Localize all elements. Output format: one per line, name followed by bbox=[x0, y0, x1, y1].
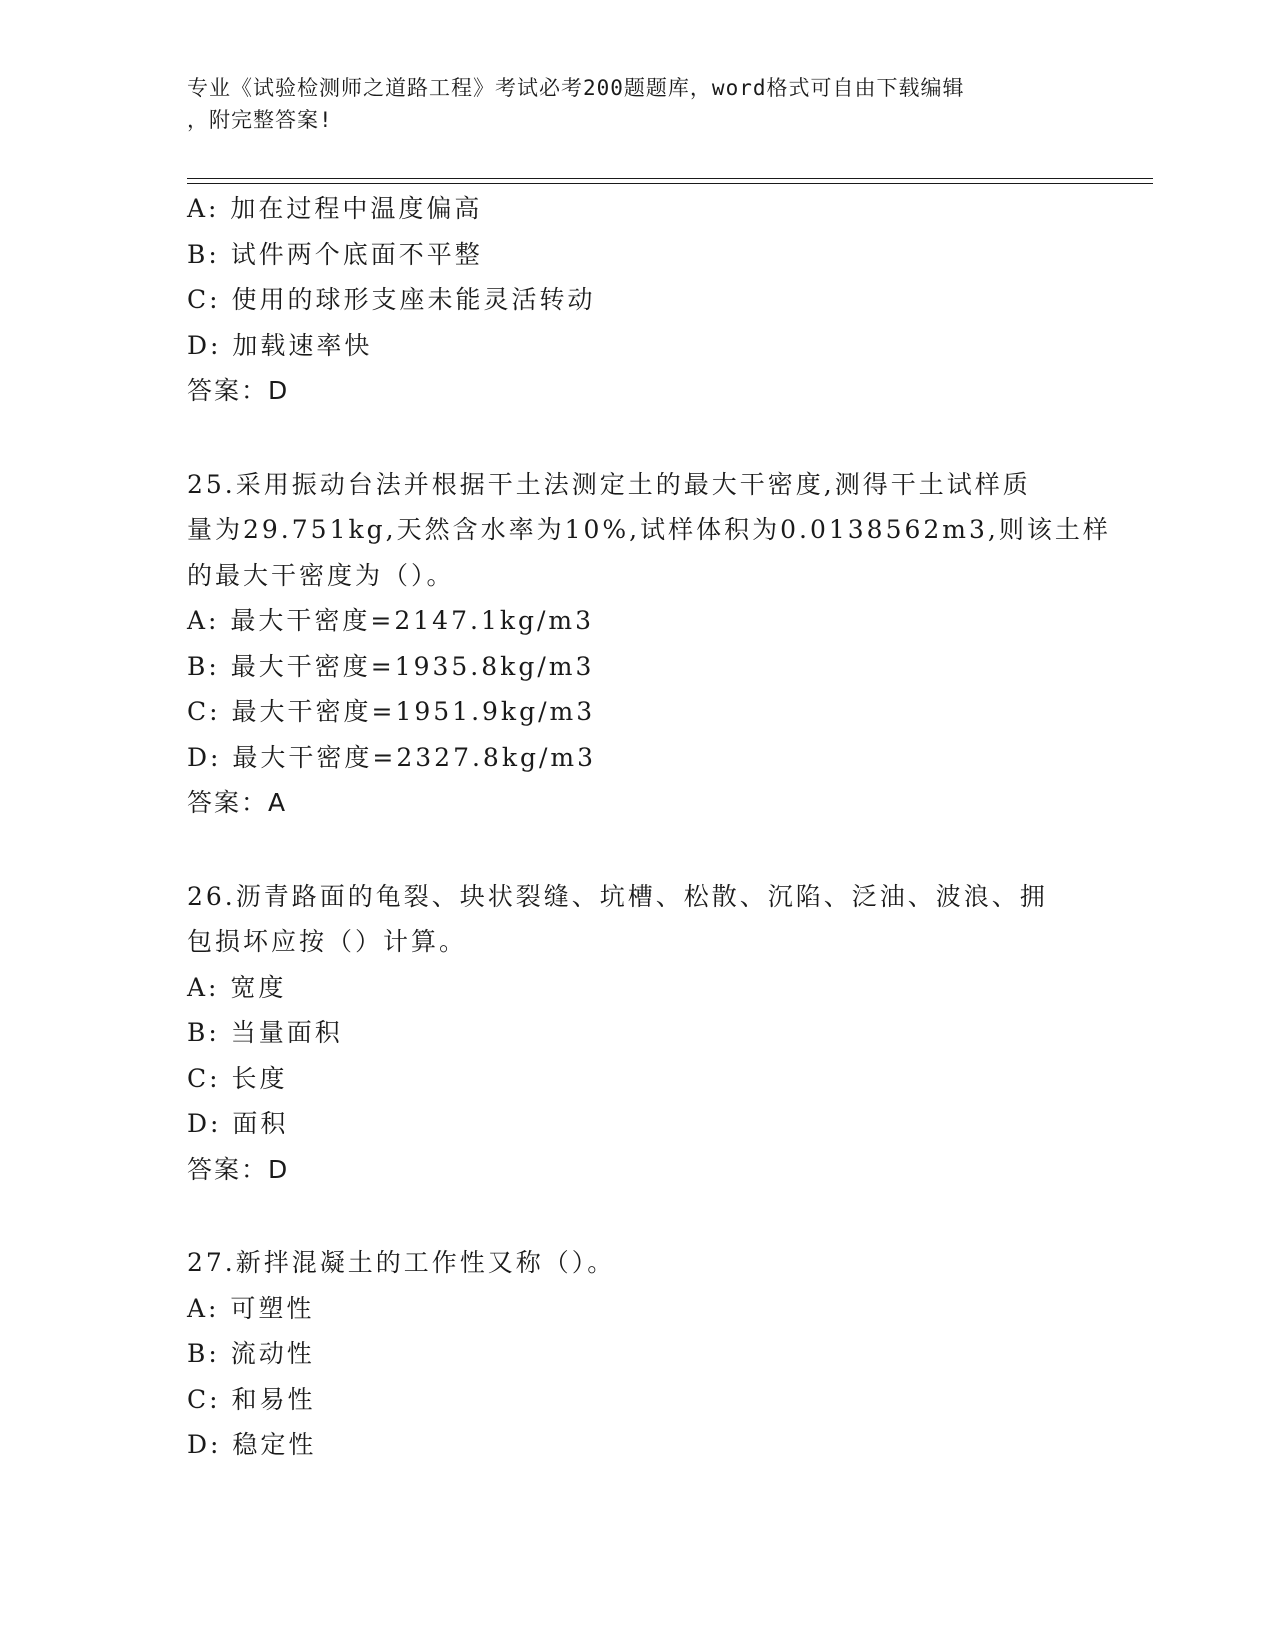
question-block-24 bbox=[187, 186, 1087, 414]
option-a: A: 最大干密度=2147.1kg/m3 bbox=[187, 606, 595, 635]
option-b: B: 试件两个底面不平整 bbox=[187, 239, 483, 269]
option-b: B: 最大干密度=1935.8kg/m3 bbox=[187, 651, 595, 681]
answer-line: 答案：D bbox=[187, 376, 290, 405]
question-text-line: 26.沥青路面的龟裂、块状裂缝、坑槽、松散、沉陷、泛油、波浪、拥 bbox=[187, 881, 1048, 911]
option-c: C: 使用的球形支座未能灵活转动 bbox=[187, 285, 596, 314]
question-block-27 bbox=[187, 1240, 1087, 1468]
answer-line: 答案：D bbox=[187, 1154, 290, 1184]
question-text-line: 量为29.751kg,天然含水率为10%,试样体积为0.0138562m3,则该土样 bbox=[187, 515, 1111, 544]
option-d: D: 最大干密度=2327.8kg/m3 bbox=[187, 742, 597, 772]
option-d: D: 加载速率快 bbox=[187, 330, 373, 360]
option-a: A: 宽度 bbox=[187, 972, 287, 1002]
question-text-line: 的最大干密度为（）。 bbox=[187, 560, 455, 590]
document-body bbox=[187, 186, 1111, 1468]
header-line-2: ，附完整答案! bbox=[187, 108, 333, 132]
option-a: A: 可塑性 bbox=[187, 1293, 315, 1323]
option-c: C: 和易性 bbox=[187, 1384, 316, 1414]
answer-line: 答案：A bbox=[187, 788, 288, 817]
header-divider-top bbox=[187, 178, 1153, 179]
question-block-26 bbox=[187, 874, 1087, 1193]
question-text-line: 25.采用振动台法并根据干土法测定土的最大干密度,测得干土试样质 bbox=[187, 469, 1031, 499]
question-block-25 bbox=[187, 462, 1111, 826]
header-divider-bottom bbox=[187, 183, 1153, 184]
question-text-line: 27.新拌混凝土的工作性又称（）。 bbox=[187, 1248, 616, 1277]
option-b: B: 流动性 bbox=[187, 1339, 315, 1368]
option-c: C: 长度 bbox=[187, 1063, 288, 1093]
option-d: D: 面积 bbox=[187, 1109, 289, 1138]
document-header bbox=[187, 72, 1087, 136]
option-c: C: 最大干密度=1951.9kg/m3 bbox=[187, 697, 596, 726]
question-text-line: 包损坏应按（）计算。 bbox=[187, 927, 468, 956]
option-a: A: 加在过程中温度偏高 bbox=[187, 194, 483, 223]
option-b: B: 当量面积 bbox=[187, 1018, 343, 1047]
option-d: D: 稳定性 bbox=[187, 1430, 317, 1459]
header-line-1: 专业《试验检测师之道路工程》考试必考200题题库，word格式可自由下载编辑 bbox=[187, 76, 965, 100]
